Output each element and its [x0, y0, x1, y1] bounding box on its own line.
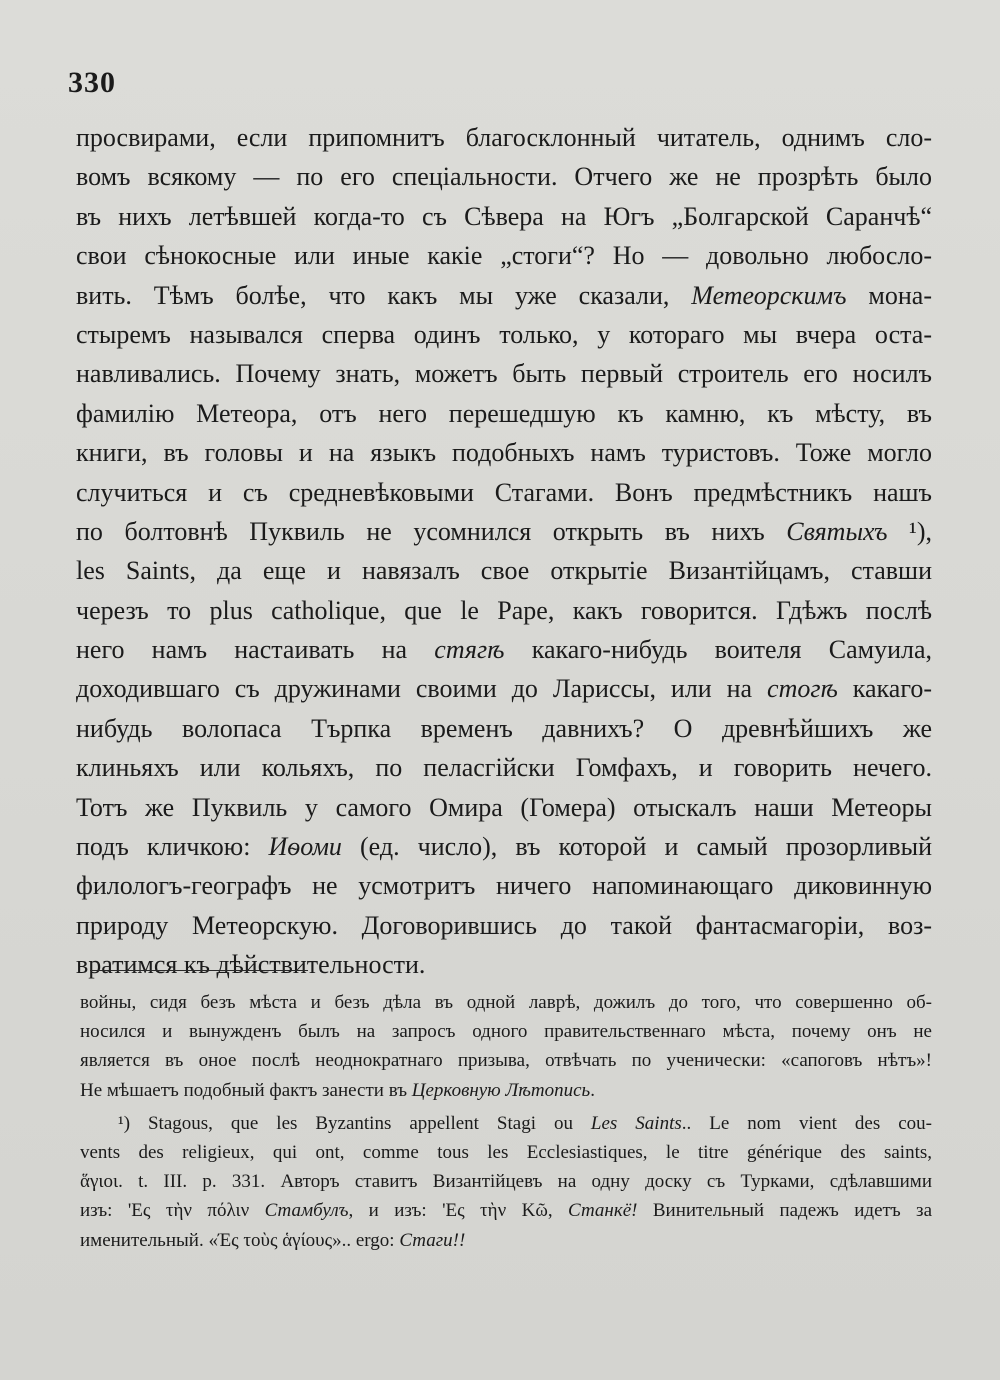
text-run: подъ кличкою:: [76, 832, 269, 862]
text-run: по болтовнѣ Пуквиль не усомнился открыть въ нихъ: [76, 516, 787, 546]
text-run: les Saints, да еще и навязалъ свое открытіе Византійцамъ, ставши: [76, 556, 932, 586]
text-run: случиться и съ средневѣковыми Стагами. Вонъ предмѣстникъ нашъ: [76, 477, 932, 507]
footnote-line: [80, 1226, 932, 1255]
footnote-line: [80, 1076, 932, 1105]
text-run: нибудь волопаса Търпка временъ давнихъ? О древнѣйшихъ же: [76, 713, 932, 743]
text-run: доходившаго съ дружинами своими до Лариссы, или на: [76, 674, 768, 704]
text-line: [76, 118, 932, 157]
text-run: изъ: 'Ες τὴν πόλιν: [80, 1200, 265, 1222]
text-run: ¹) Stagous, que les Byzantins appellent Stagi ou: [118, 1112, 591, 1134]
text-run: филологъ-географъ не усмотритъ ничего напоминающаго диковинную: [76, 871, 932, 901]
text-line: [76, 827, 932, 866]
text-run: черезъ то plus catholique, que le Pape, какъ говорится. Гдѣжъ послѣ: [76, 595, 932, 625]
text-run: какаго-: [837, 674, 933, 704]
footnote-line: [80, 988, 932, 1017]
italic-text: стягѣ: [434, 635, 505, 665]
footnote-line: [80, 1017, 932, 1046]
text-line: [76, 354, 932, 393]
text-run: вратимся къ дѣйствительности.: [76, 950, 426, 980]
footnote-line: [80, 1109, 932, 1138]
text-line: [76, 157, 932, 196]
text-run: него намъ настаивать на: [76, 635, 435, 665]
text-line: [76, 748, 932, 787]
main-text: [76, 118, 932, 985]
italic-text: Станкё!: [568, 1200, 638, 1222]
text-line: [76, 551, 932, 590]
footnote-line: [80, 1167, 932, 1196]
text-run: вить. Тѣмъ болѣе, что какъ мы уже сказали,: [76, 280, 692, 310]
text-run: (ед. число), въ которой и самый прозорливый: [341, 832, 932, 862]
italic-text: Стамбулъ: [264, 1200, 349, 1222]
text-line: [76, 276, 932, 315]
text-line: [76, 866, 932, 905]
text-run: , и изъ: 'Ες τὴν Κῶ,: [348, 1200, 568, 1222]
text-run: свои сѣнокосные или иные какіе „стоги“? Но — довольно любосло-: [76, 241, 932, 271]
text-line: [76, 433, 932, 472]
page-number: 330: [68, 66, 116, 99]
text-run: ¹),: [887, 516, 933, 546]
footnote-divider: [90, 970, 308, 971]
text-run: клиньяхъ или кольяхъ, по пеласгійски Гомфахъ, и говорить нечего.: [76, 753, 932, 783]
text-line: [76, 630, 932, 669]
footnote-line: [80, 1138, 932, 1167]
text-run: въ нихъ летѣвшей когда-то съ Сѣвера на Югъ „Болгарской Саранчѣ“: [76, 201, 932, 231]
text-run: какаго-нибудь воителя Самуила,: [504, 635, 932, 665]
text-run: носился и вынужденъ былъ на запросъ одного правительственнаго мѣста, почему онъ не: [80, 1021, 932, 1043]
text-run: .. Le nom vient des cou-: [681, 1112, 932, 1134]
text-run: именительный. «Ές τοὺς ἁγίους».. ergo:: [80, 1229, 400, 1251]
text-line: [76, 512, 932, 551]
italic-text: Святыхъ: [786, 516, 888, 546]
text-run: мона-: [846, 280, 932, 310]
text-line: [76, 669, 932, 708]
text-run: природу Метеорскую. Договорившись до такой фантасмагоріи, воз-: [76, 910, 932, 940]
text-run: Тотъ же Пуквиль у самого Омира (Гомера) отыскалъ наши Метеоры: [76, 792, 932, 822]
text-line: [76, 591, 932, 630]
text-run: Не мѣшаетъ подобный фактъ занести въ: [80, 1079, 412, 1101]
italic-text: Иѳоми: [268, 832, 342, 862]
text-line: [76, 945, 932, 984]
footnote-line: [80, 1046, 932, 1075]
text-run: просвирами, если припомнитъ благосклонный читатель, однимъ сло-: [76, 123, 932, 152]
italic-text: Церковную Лѣтопись: [411, 1079, 591, 1101]
text-run: vents des religieux, qui ont, comme tous les Ecclesiastiques, le titre générique des saints,: [80, 1141, 932, 1163]
text-run: войны, сидя безъ мѣста и безъ дѣла въ одной лаврѣ, дожилъ до того, что совершенно об-: [80, 992, 932, 1013]
text-run: фамилію Метеора, отъ него перешедшую къ камню, къ мѣсту, въ: [76, 398, 932, 428]
italic-text: Les Saints: [590, 1112, 682, 1134]
text-run: книги, въ головы и на языкъ подобныхъ намъ туристовъ. Тоже могло: [76, 438, 932, 468]
footnote-line: [80, 1196, 932, 1225]
text-run: является въ оное послѣ неоднократнаго призыва, отвѣчать по ученически: «сапоговъ нѣтъ»!: [80, 1050, 932, 1072]
footnotes: [80, 988, 932, 1255]
text-run: ἅγιοι. t. III. p. 331. Авторъ ставитъ Византійцевъ на одну доску съ Турками, сдѣлавшими: [80, 1171, 932, 1193]
text-run: .: [590, 1079, 595, 1101]
text-run: вомъ всякому — по его спеціальности. Отчего же не прозрѣть было: [76, 162, 932, 192]
italic-text: стогѣ: [767, 674, 838, 704]
text-line: [76, 788, 932, 827]
text-run: навливались. Почему знать, можетъ быть первый строитель его носилъ: [76, 359, 932, 389]
italic-text: Стаги!!: [399, 1229, 466, 1251]
text-line: [76, 906, 932, 945]
italic-text: Метеорскимъ: [691, 280, 847, 310]
text-line: [76, 709, 932, 748]
text-line: [76, 473, 932, 512]
text-line: [76, 394, 932, 433]
text-run: Винительный падежъ идетъ за: [637, 1200, 932, 1222]
text-line: [76, 197, 932, 236]
text-line: [76, 236, 932, 275]
text-line: [76, 315, 932, 354]
text-run: стыремъ назывался сперва одинъ только, у котораго мы вчера оста-: [76, 319, 932, 349]
